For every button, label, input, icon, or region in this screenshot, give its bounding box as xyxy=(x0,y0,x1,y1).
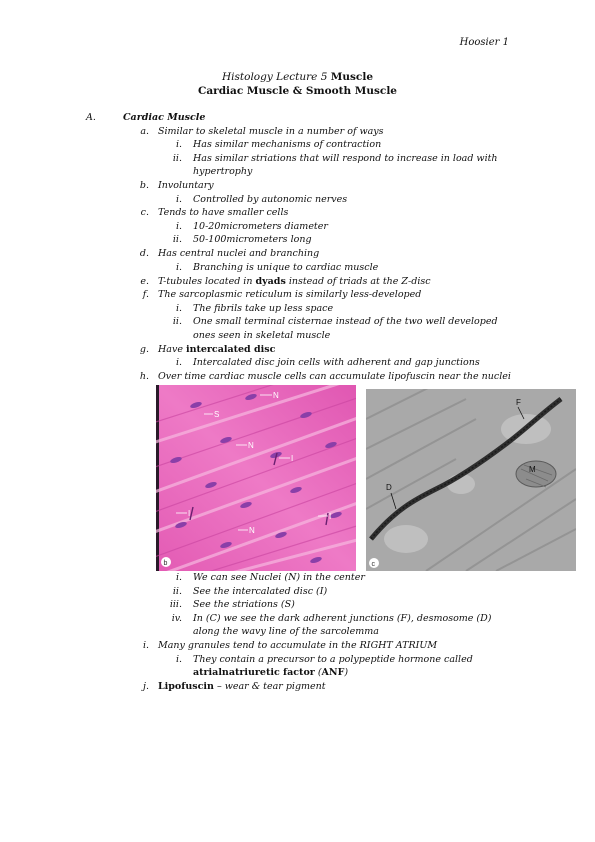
item-text: Has central nuclei and branching xyxy=(158,248,320,259)
item-text: Intercalated disc join cells with adherent and gap junctions xyxy=(193,357,480,368)
item-text: They contain a precursor to a polypeptide hormone called xyxy=(193,654,473,665)
item-text: 50-100micrometers long xyxy=(193,234,312,245)
label-nucleus: N xyxy=(273,391,279,400)
item-text: – wear & tear pigment xyxy=(213,681,326,692)
item-text: ( xyxy=(314,667,322,678)
label-desmosome: D xyxy=(386,483,392,492)
item-text: One small terminal cisternae instead of the two well developed xyxy=(193,316,498,327)
item-bold-term: atrialnatriuretic factor xyxy=(193,667,315,678)
item-marker: b. xyxy=(139,180,149,191)
item-marker: i. xyxy=(142,640,149,651)
item-marker: i. xyxy=(175,303,182,314)
title-line-2: Cardiac Muscle & Smooth Muscle xyxy=(198,85,397,97)
item-text: Tends to have smaller cells xyxy=(158,207,289,218)
label-intercalated-disc: I xyxy=(291,454,294,463)
item-marker: iv. xyxy=(171,613,182,624)
item-marker: a. xyxy=(140,126,149,137)
item-text: T-tubules located in xyxy=(158,276,256,287)
item-text: ) xyxy=(344,667,349,678)
page-header: Hoosier 1 xyxy=(459,37,509,48)
item-marker: j. xyxy=(143,681,149,692)
item-text: hypertrophy xyxy=(193,166,253,177)
item-marker: ii. xyxy=(172,316,182,327)
label-mitochondrion: M xyxy=(529,465,536,474)
item-bold-term: dyads xyxy=(255,276,286,287)
item-text: Branching is unique to cardiac muscle xyxy=(193,262,379,273)
item-marker: i. xyxy=(175,221,182,232)
item-text: Over time cardiac muscle cells can accumulate lipofuscin near the nuclei xyxy=(158,371,511,382)
item-marker: c. xyxy=(140,207,149,218)
item-marker: iii. xyxy=(169,599,182,610)
label-intercalated-disc: I xyxy=(188,509,191,518)
label-intercalated-disc: I xyxy=(329,512,332,521)
item-text: Similar to skeletal muscle in a number of ways xyxy=(158,126,384,137)
item-marker: ii. xyxy=(172,234,182,245)
item-marker: ii. xyxy=(172,586,182,597)
item-bold-term: Lipofuscin xyxy=(158,681,214,692)
item-marker: g. xyxy=(139,344,149,355)
label-nucleus: N xyxy=(249,526,255,535)
item-marker: i. xyxy=(175,139,182,150)
item-marker: i. xyxy=(175,194,182,205)
item-marker: d. xyxy=(139,248,149,259)
item-text: In (C) we see the dark adherent junctions (F), desmosome (D) xyxy=(193,613,492,624)
item-text: See the striations (S) xyxy=(193,599,295,610)
item-text: along the wavy line of the sarcolemma xyxy=(193,626,379,637)
item-text: Many granules tend to accumulate in the RIGHT ATRIUM xyxy=(158,640,438,651)
item-text: We can see Nuclei (N) in the center xyxy=(193,572,365,583)
light-micrograph xyxy=(156,385,356,571)
item-text: See the intercalated disc (I) xyxy=(193,586,328,597)
section-marker: A. xyxy=(86,112,96,123)
label-nucleus: N xyxy=(248,441,254,450)
title-line-1 xyxy=(0,71,595,84)
item-text: Have xyxy=(158,344,186,355)
item-marker: i. xyxy=(175,262,182,273)
title-course: Histology Lecture 5 xyxy=(222,71,331,83)
item-text: Controlled by autonomic nerves xyxy=(193,194,348,205)
item-text: 10-20micrometers diameter xyxy=(193,221,328,232)
item-marker: f. xyxy=(142,289,149,300)
label-striation: S xyxy=(214,410,220,419)
item-text: ones seen in skeletal muscle xyxy=(193,330,331,341)
item-marker: i. xyxy=(175,572,182,583)
item-text: Involuntary xyxy=(158,180,214,191)
panel-label-c: c xyxy=(371,561,375,568)
panel-label-b: b xyxy=(163,560,168,567)
item-marker: ii. xyxy=(172,153,182,164)
item-text: Has similar striations that will respond to increase in load with xyxy=(193,153,498,164)
item-text: instead of triads at the Z-disc xyxy=(285,276,431,287)
item-marker: i. xyxy=(175,357,182,368)
item-marker: i. xyxy=(175,654,182,665)
title-topic: Muscle xyxy=(330,71,373,83)
item-text: The sarcoplasmic reticulum is similarly less-developed xyxy=(158,289,422,300)
item-text: Has similar mechanisms of contraction xyxy=(193,139,382,150)
item-marker: h. xyxy=(139,371,149,382)
section-title: Cardiac Muscle xyxy=(123,112,206,123)
figure-cardiac-muscle-light-micrograph xyxy=(156,385,356,571)
item-marker: e. xyxy=(140,276,149,287)
item-text: The fibrils take up less space xyxy=(193,303,334,314)
label-adherent-junction: F xyxy=(516,398,521,407)
electron-micrograph xyxy=(366,389,576,571)
item-bold-term: ANF xyxy=(321,667,345,678)
figure-cardiac-muscle-electron-micrograph xyxy=(366,389,576,571)
item-bold-term: intercalated disc xyxy=(185,344,276,355)
